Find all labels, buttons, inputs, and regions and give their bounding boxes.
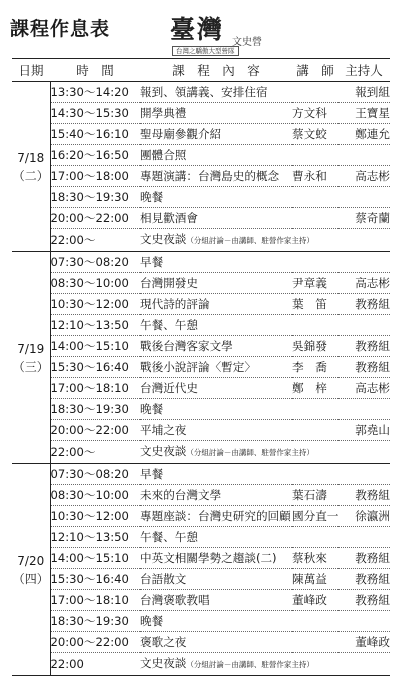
schedule-body	[12, 82, 390, 676]
camp-logo	[168, 10, 288, 56]
schedule-row	[12, 548, 390, 569]
topic-text: 文史夜談	[140, 232, 187, 246]
topic-text: 台語散文	[140, 572, 187, 586]
time-cell: 08:30～10:00	[50, 485, 140, 506]
topic-text: 台灣近代史	[140, 381, 198, 395]
speaker-cell	[292, 252, 338, 273]
topic-text: 台灣褒歌教唱	[140, 593, 210, 607]
time-cell: 17:00～18:10	[50, 378, 140, 399]
host-cell	[338, 464, 390, 485]
topic-text: 晚餐	[140, 190, 164, 204]
speaker-cell: 蔡秋來	[292, 548, 338, 569]
host-cell: 教務組	[338, 485, 390, 506]
schedule-row	[12, 252, 390, 273]
time-cell: 20:00～22:00	[50, 208, 140, 229]
topic-cell	[140, 464, 292, 485]
time-cell: 18:30～19:30	[50, 399, 140, 420]
host-cell: 高志彬	[338, 273, 390, 294]
topic-cell	[140, 527, 292, 548]
time-cell: 08:30～10:00	[50, 273, 140, 294]
time-cell: 07:30～08:20	[50, 252, 140, 273]
host-cell: 教務組	[338, 569, 390, 590]
table-header-row	[12, 59, 390, 82]
time-cell: 15:30～16:40	[50, 569, 140, 590]
time-cell: 17:00～18:00	[50, 166, 140, 187]
host-cell: 教務組	[338, 357, 390, 378]
topic-text: 午餐、午憩	[140, 530, 198, 544]
speaker-cell	[292, 315, 338, 336]
weekday-text: （二）	[12, 168, 49, 183]
topic-text: 專題演講：台灣島史的概念	[140, 169, 280, 183]
host-cell	[338, 252, 390, 273]
host-cell	[338, 315, 390, 336]
date-text: 7/19	[17, 341, 45, 356]
topic-cell	[140, 441, 314, 464]
topic-text: 早餐	[140, 467, 164, 481]
speaker-cell: 蔡文蛟	[292, 124, 338, 145]
topic-text: 褒歌之夜	[140, 635, 187, 649]
topic-cell	[140, 611, 292, 632]
topic-cell	[140, 103, 292, 124]
schedule-row	[12, 208, 390, 229]
schedule-row	[12, 103, 390, 124]
topic-text: 聖母廟參觀介紹	[140, 127, 222, 141]
schedule-row	[12, 399, 390, 420]
logo-tagline: 台灣之驕傲大型營隊	[172, 46, 239, 56]
host-cell: 董峰政	[338, 632, 390, 653]
schedule-row	[12, 82, 390, 103]
topic-cell	[140, 632, 292, 653]
topic-text: 相見歡酒會	[140, 211, 198, 225]
host-cell	[338, 527, 390, 548]
schedule-row	[12, 378, 390, 399]
speaker-cell: 董峰政	[292, 590, 338, 611]
topic-cell	[140, 357, 292, 378]
page-title: 課程作息表	[10, 18, 111, 40]
topic-cell	[140, 208, 292, 229]
topic-text: 晚餐	[140, 614, 164, 628]
topic-cell	[140, 420, 292, 441]
topic-note: （分組討論－由講師、駐營作家主持）	[186, 660, 314, 669]
date-text: 7/20	[17, 553, 45, 568]
host-cell	[338, 229, 390, 252]
time-cell: 22:00～	[50, 229, 140, 252]
time-cell: 12:10～13:50	[50, 315, 140, 336]
speaker-cell	[292, 464, 338, 485]
time-cell: 22:00	[50, 653, 140, 676]
host-cell	[338, 145, 390, 166]
time-cell: 18:30～19:30	[50, 187, 140, 208]
schedule-row	[12, 569, 390, 590]
speaker-cell: 鄭 梓	[292, 378, 338, 399]
header-topic: 課 程 內 容	[140, 59, 292, 82]
topic-cell	[140, 229, 314, 252]
topic-text: 專題座談：台灣史研究的回顧	[140, 509, 291, 523]
weekday-text: （四）	[12, 571, 49, 586]
topic-text: 戰後小說評論〈暫定〉	[140, 360, 256, 374]
host-cell	[338, 187, 390, 208]
schedule-row	[12, 632, 390, 653]
topic-text: 早餐	[140, 255, 164, 269]
topic-text: 午餐、午憩	[140, 318, 198, 332]
topic-cell	[140, 145, 292, 166]
date-cell	[12, 82, 50, 252]
logo-main-text: 臺灣	[170, 15, 225, 44]
speaker-cell: 方文科	[292, 103, 338, 124]
speaker-cell	[292, 632, 338, 653]
topic-cell	[140, 590, 292, 611]
topic-text: 台灣開發史	[140, 276, 198, 290]
topic-text: 未來的台灣文學	[140, 488, 222, 502]
schedule-row	[12, 145, 390, 166]
schedule-row	[12, 611, 390, 632]
host-cell	[338, 653, 390, 676]
speaker-cell: 吳錦發	[292, 336, 338, 357]
schedule-row	[12, 273, 390, 294]
host-cell: 高志彬	[338, 378, 390, 399]
speaker-cell	[292, 420, 338, 441]
schedule-row	[12, 590, 390, 611]
date-cell	[12, 464, 50, 676]
host-cell: 教務組	[338, 336, 390, 357]
topic-text: 平埔之夜	[140, 423, 187, 437]
time-cell: 14:00～15:10	[50, 548, 140, 569]
topic-cell	[140, 273, 292, 294]
speaker-cell: 李 喬	[292, 357, 338, 378]
speaker-cell	[292, 527, 338, 548]
topic-cell	[140, 166, 292, 187]
speaker-cell	[292, 399, 338, 420]
header-speaker: 講 師	[292, 59, 338, 82]
schedule-row	[12, 187, 390, 208]
topic-cell	[140, 252, 292, 273]
topic-cell	[140, 506, 292, 527]
time-cell: 13:30～14:20	[50, 82, 140, 103]
topic-cell	[140, 187, 292, 208]
topic-cell	[140, 315, 292, 336]
host-cell	[338, 611, 390, 632]
time-cell: 22:00～	[50, 441, 140, 464]
schedule-row	[12, 166, 390, 187]
topic-cell	[140, 124, 292, 145]
host-cell: 教務組	[338, 548, 390, 569]
schedule-row	[12, 506, 390, 527]
topic-cell	[140, 399, 292, 420]
schedule-row	[12, 336, 390, 357]
host-cell: 教務組	[338, 294, 390, 315]
time-cell: 15:30～16:40	[50, 357, 140, 378]
topic-cell	[140, 569, 292, 590]
topic-text: 開學典禮	[140, 106, 187, 120]
schedule-row	[12, 124, 390, 145]
schedule-row	[12, 527, 390, 548]
topic-cell	[140, 548, 292, 569]
time-cell: 10:30～12:00	[50, 506, 140, 527]
time-cell: 07:30～08:20	[50, 464, 140, 485]
time-cell: 16:20～16:50	[50, 145, 140, 166]
topic-cell	[140, 82, 292, 103]
speaker-cell: 尹章義	[292, 273, 338, 294]
host-cell: 報到組	[338, 82, 390, 103]
time-cell: 12:10～13:50	[50, 527, 140, 548]
speaker-cell	[292, 611, 338, 632]
speaker-cell	[292, 145, 338, 166]
speaker-cell: 國分直一	[292, 506, 338, 527]
date-cell	[12, 252, 50, 464]
time-cell: 10:30～12:00	[50, 294, 140, 315]
time-cell: 17:00～18:10	[50, 590, 140, 611]
topic-text: 文史夜談	[140, 444, 187, 458]
topic-cell	[140, 378, 292, 399]
header-host: 主持人	[338, 59, 390, 82]
topic-note: （分組討論－由講師、駐營作家主持）	[186, 448, 314, 457]
schedule-row	[12, 653, 390, 676]
speaker-cell: 陳萬益	[292, 569, 338, 590]
host-cell: 高志彬	[338, 166, 390, 187]
topic-text: 現代詩的評論	[140, 297, 210, 311]
schedule-row	[12, 294, 390, 315]
topic-text: 中英文相關學勢之趨談(二)	[140, 551, 277, 565]
topic-cell	[140, 294, 292, 315]
host-cell: 鄭連允	[338, 124, 390, 145]
date-text: 7/18	[17, 150, 45, 165]
schedule-row	[12, 441, 390, 464]
time-cell: 14:30～15:30	[50, 103, 140, 124]
logo-sub-text: 文史營	[232, 37, 262, 48]
schedule-row	[12, 464, 390, 485]
header-date: 日期	[12, 59, 50, 82]
topic-note: （分組討論－由講師、駐營作家主持）	[186, 236, 314, 245]
host-cell	[338, 399, 390, 420]
speaker-cell: 葉 笛	[292, 294, 338, 315]
topic-cell	[140, 485, 292, 506]
topic-text: 報到、領講義、安排住宿	[140, 85, 268, 99]
time-cell: 20:00～22:00	[50, 632, 140, 653]
time-cell: 15:40～16:10	[50, 124, 140, 145]
time-cell: 14:00～15:10	[50, 336, 140, 357]
topic-cell	[140, 653, 314, 676]
weekday-text: （三）	[12, 359, 49, 374]
topic-text: 戰後台灣客家文學	[140, 339, 233, 353]
time-cell: 20:00～22:00	[50, 420, 140, 441]
schedule-table	[12, 58, 390, 676]
speaker-cell	[292, 82, 338, 103]
host-cell: 蔡奇蘭	[338, 208, 390, 229]
host-cell	[338, 441, 390, 464]
host-cell: 教務組	[338, 590, 390, 611]
schedule-row	[12, 315, 390, 336]
speaker-cell	[292, 187, 338, 208]
header-time: 時 間	[50, 59, 140, 82]
host-cell: 徐瀛洲	[338, 506, 390, 527]
schedule-row	[12, 357, 390, 378]
schedule-row	[12, 420, 390, 441]
speaker-cell: 葉石濤	[292, 485, 338, 506]
time-cell: 18:30～19:30	[50, 611, 140, 632]
host-cell: 郭堯山	[338, 420, 390, 441]
schedule-row	[12, 229, 390, 252]
schedule-row	[12, 485, 390, 506]
topic-text: 晚餐	[140, 402, 164, 416]
topic-cell	[140, 336, 292, 357]
speaker-cell	[292, 208, 338, 229]
speaker-cell: 曹永和	[292, 166, 338, 187]
topic-text: 團體合照	[140, 148, 187, 162]
host-cell: 王寶星	[338, 103, 390, 124]
topic-text: 文史夜談	[140, 656, 187, 670]
